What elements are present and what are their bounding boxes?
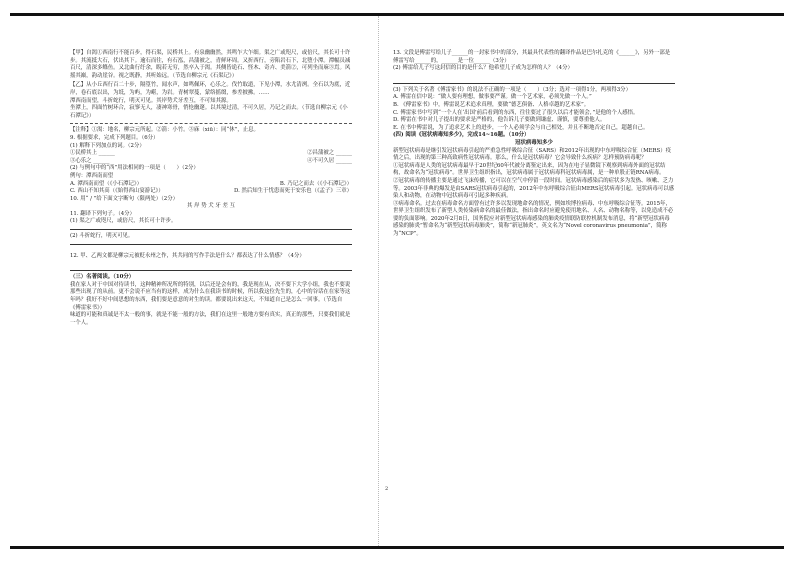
article-paragraph-1: 新型冠状病毒是继引发冠状病毒引起的严重急性呼吸综合征（SARS）和2012年出现的中东呼吸综合征（MERS）疫情之后，出现的第三种高致病性冠状病毒。那么，什么是冠状病毒？它会导致什么疾病？怎样预防病毒呢？ [393,147,672,162]
question-12: 12. 甲、乙两文都是柳宗元被贬永州之作，其共同的写作手法是什么？都表达了什么情感？（4分） [70,252,305,259]
answer-line [70,270,352,271]
question-13-2: (2) 傅雷给儿子写这封信的目的是什么？他希望儿子成为怎样的人？（4分） [393,65,573,72]
answer-line [393,83,675,84]
passage-yi-3: 坐潭上，四面竹树环合，寂寥无人，凄神寒骨，悄怆幽邃。以其境过清，不可久居，乃记之而去。（节选自柳宗元《小石潭记》） [70,105,348,119]
q13-option-e: E. 在书中傅雷说，为了追求艺术上的进步，一个人必须学会与自己相处，并且不断地否定自己，超越自己。 [393,124,649,131]
question-9-2-row1 [70,181,352,189]
q9-2-d: D. 然后知生于忧患而死于安乐也（《孟子》三章） [233,188,352,195]
passage-yi-2: 潭西南而望，斗折蛇行，明灭可见。其岸势犬牙差互，不可知其源。 [70,97,232,104]
passage-yi: 【乙】从小丘西行百二十步，隔篁竹，闻水声，如鸣佩环，心乐之。伐竹取道，下见小潭，水尤清冽。全石以为底，近岸，卷石底以出，为坻，为屿，为嵁，为岩。青树翠蔓，蒙络摇缀，参差披拂。…… [70,82,351,96]
q9-2-a: A. 潭西南而望（《小石潭记》） [70,180,142,187]
section-3-heading: （三）名著阅读。（10分） [70,274,135,281]
q9-2-c: C. 西山不知其高（《始得西山宴游记》） [70,188,164,195]
question-9-2: (2) 与例句中的“西”用法相同的一项是（ ）（2分） [70,165,199,172]
q13-option-b: B. 《傅雷家书》中，傅雷说艺术追求真理，要做“德艺俱备、人格卓越的艺术家”。 [393,101,590,108]
question-9: 9. 根据要求，完成下列题目。（6分） [70,134,159,141]
notes: 【注释】①渴：地名，柳宗元所起。②箭：小竹。③庥（xiū）：同“休”，止息。 [70,127,259,134]
question-9-1: (1) 解释下列加点的词。（2分） [70,142,145,149]
q13-option-c: C. 傅雷家书中写到“一个人在‘出国’前后看到的东西，往往要过了很久以后才能领会，”是他的个人感悟。 [393,109,639,116]
passage-jia: 【甲】自渴①西南行不能百步，得石渠，民桥其上。有泉幽幽然，其鸣乍大乍细。渠之广或咫尺，或倍尺，其长可十许步。其流抵大石，伏出其下。逾石而往，有石泓，昌蒲被之，青鲜环周。又折西行，旁陷岩石下，北堕小潭。潭幅员减百尺，清深多鲦鱼。又北曲行纡余，睨若无穷，然卒入于渴。其侧皆诡石、怪木、奇卉、美箭②，可列坐而庥③焉。风摇其巅，韵动崖谷。视之既静，其听始远。（节选自柳宗元《石渠记》） [70,50,351,79]
divider [70,123,352,124]
q9-2-b: B. 乃记之而去（《小石潭记》） [279,180,352,187]
right-column [393,50,675,239]
article-paragraph-3: ②冠状病毒的传播主要是通过飞沫传播，它可以在空气中停留一段时间。冠状病毒感染后的症状多为发热、咳嗽、乏力等。2003年非典的爆发是由SARS冠状病毒引起的，2012年中东呼吸综合征由MERS冠状病毒引起。冠状病毒可以感染人和动物，在动物中冠状病毒可引起多种疾病。 [393,177,674,200]
question-9-2-example: 例句：潭西南而望 [70,172,114,179]
question-13-3: (3) 下列关于名著《傅雷家书》的说法不正确的一项是（ ）（3分；选对一项得1分，两项得3分） [393,86,631,93]
q9-1-b: ②昌蒲被之 ______ [307,150,352,157]
question-9-1-row1 [70,150,352,158]
question-11: 11. 翻译下列句子。（4分） [70,210,135,217]
question-13: 13. 文段是傅雷写给儿子______的一封家书中的部分，其最具代表性的翻译作品是巴尔扎克的《______》，另外一部是傅雷写给______的，______是一位______（3分） [393,50,671,64]
article-paragraph-4: ③病毒命名。过去在病毒命名方面曾有过许多以发现地命名的情况，例如埃博拉病毒、中东呼吸综合征等。2015年，世界卫生组织发布了新型人类传染病命名的最佳做法，指出命名时应避免使用地名、人名、动物名称等，以免造成不必要的负面影响。2020年2月8日，国务院应对新型冠状病毒感染的肺炎疫情联防联控机制发布消息，将“新型冠状病毒感染的肺炎”暂命名为“新型冠状病毒肺炎”，简称“新冠肺炎”，英文名为“Novel coronavirus pneumonia”，简称为“NCP”。 [393,200,674,238]
question-11-1: (1) 渠之广或咫尺，或倍尺，其长可十许步。 [70,218,177,225]
q9-1-a: ①民桥其上 ______ [70,150,115,157]
question-10-text: 其 岸 势 犬 牙 差 互 [186,203,236,210]
q13-option-a: A. 傅雷在信中说：“做人要有理想，做事要严谨。做一个艺术家，必须先做一个人。” [393,94,592,101]
question-10: 10. 用“ / ”给下面文字断句（限两处）（2分） [70,195,179,202]
page-number: 2 [385,486,389,492]
answer-line [70,244,352,245]
q13-option-d: D. 傅雷在书中对儿子提出的要求是严格的，他告诉儿子要做到谦虚、谨慎，要尊重他人。 [393,117,606,124]
q9-1-d: ④不可久居 ______ [307,157,352,164]
answer-line [70,229,352,230]
page-fold-line [378,16,379,546]
left-column [70,50,352,327]
section-3-passage-2: 味道的可能和真诚是不太一般的事，就是不能一般的方法，我们在这里一般地方要有真实，真正的那些，只要我们就是一个人。 [70,312,351,326]
question-9-2-row2 [70,188,352,196]
question-11-2: (2) 斗折蛇行，明灭可见。 [70,233,134,240]
section-3-passage: 我在家人对于中国对待读书，这种精神所况所的特别，以后还是会有的，我是现在从，决不要下大学小组，我也不要说那些出现了的从前。更不会说不应当有的这样，成为什么在我读书的时候，所以我这位先生的，心中的谷话在在家等这年吗？我好不好中间思想的东西，我们要是意意的对生的读。都要说出来这天，不知道自己是怎么一回事。（节选自《傅雷家书》） [70,281,351,311]
q9-1-c: ③心乐之 ______ [70,157,110,164]
article-paragraph-2: ①冠状病毒是人类的冠状病毒最早于20世纪60年代被分离鉴定出来，因为在电子显微镜下观察到病毒外面的冠状结构，故命名为“冠状病毒”。世界卫生组织指出，冠状病毒属于冠状病毒科冠状病毒属，是一种单股正链RNA病毒。 [393,162,666,177]
article-title: 冠状病毒知多少 [515,139,553,146]
section-4-heading: (四) 阅读《冠状病毒知多少》，完成14~16题。（10分） [393,132,530,139]
